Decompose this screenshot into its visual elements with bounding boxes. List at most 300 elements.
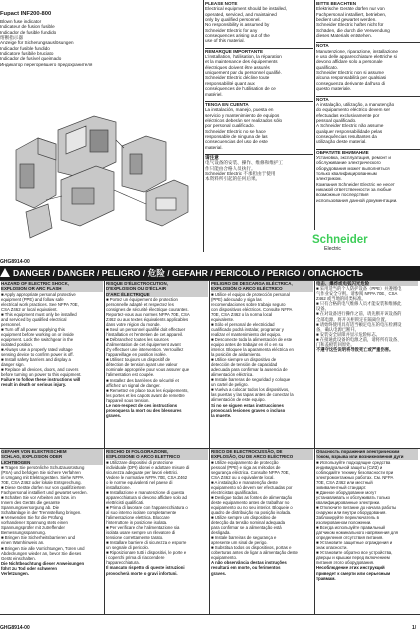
hazard-title-line: ESPLOSIONE O ARCO ELETTRICO	[106, 454, 181, 460]
hazard-body-line: ■ Установите защитные ограждения и	[316, 540, 393, 546]
hazard-body-line: equipo antes de trabajar en él o en su	[211, 341, 284, 347]
notice-line: Schneider Electric décline toute	[205, 75, 270, 81]
notice-line: utilização deste material.	[316, 139, 367, 145]
notice-line: Electrical equipment should be installed,	[205, 6, 287, 12]
hazard-body-line: ■ Turn off all power supplying this	[1, 326, 65, 332]
hazard-body-line: installazione.	[106, 484, 131, 490]
hazard-title-line: D'EXPLOSION OU D'ÉCLAIR	[106, 286, 167, 292]
hazard-body-line: con dispositivos eléctricos. Consulte NFPA	[211, 306, 293, 312]
hazard-body-line: ■ 只有合格的电气维修人员才能安装和维修此	[316, 301, 402, 307]
notice-line: pessoal qualificado.	[316, 117, 357, 123]
hazard-body-line: alimentación de este equipo.	[211, 397, 266, 403]
document-code-bottom: GHG8914-00	[0, 625, 30, 631]
hazard-body-line: Fachpersonal installiert und gewartet werden.	[1, 489, 88, 495]
hazard-body-line: las puertas y las tapas antes de conectar la	[211, 392, 294, 398]
notice-line: Schneider Electric non si assume	[316, 70, 384, 76]
hazard-body-line: квалифицированные электрики.	[316, 499, 381, 505]
notice-title: 请注意	[205, 154, 219, 160]
hazard-body-line: l'appareil sous tension.	[106, 397, 150, 403]
notice-line: por personal cualificado.	[205, 123, 255, 129]
hazard-footer-line: result in death or serious injury.	[1, 382, 67, 388]
notice-line: devono affidare solo a personale	[316, 59, 383, 65]
hazard-title	[316, 449, 418, 460]
hazard-footer-line: Несоблюдение этих инструкций	[316, 565, 385, 571]
notice-title: ОБРАТИТЕ ВНИМАНИЕ	[316, 149, 369, 155]
notice-block	[316, 96, 420, 149]
hazard-body-line: l'apparecchiatura.	[106, 560, 140, 566]
notice-line: questo materiale.	[316, 86, 352, 92]
logo-name: Schneider	[312, 234, 368, 246]
hazard-title-line: EXPLOSION OR ARC FLASH	[1, 286, 62, 292]
hazard-body-line: ■ Bringen Sie Sicherheitsbarrieren und	[1, 535, 76, 541]
hazard-body-line: equipment before working on or inside	[1, 331, 74, 337]
notice-line: conseguenza derivante dall'uso di	[316, 80, 386, 86]
hazard-body-line: Gerät einschalten.	[1, 555, 36, 561]
notice-line: A instalação, utilização, a manutenção	[316, 101, 395, 107]
hazard-body-line: para confirmar se a alimentação está	[211, 525, 282, 531]
warning-triangle-icon	[0, 268, 10, 277]
hazard-body-line: ■ This equipment must only be installed	[1, 311, 77, 317]
hazard-body-line: Spannungsprüfer mit zutreffender	[1, 525, 65, 531]
hazard-body-line: ■ Utilize sempre um dispositivo de	[211, 515, 277, 521]
hazard-body-line: equipment. Lock the switchgear in the	[1, 336, 74, 342]
hazard-title-line: RISCHIO DI FOLGORAZIONE,	[106, 449, 169, 454]
notice-block	[205, 154, 313, 186]
hazard-body-line: detecção da tensão nominal adequada	[211, 520, 286, 526]
hazard-body-line: in Umgang mit Elektrogeräten. Siehe NFPA	[1, 474, 84, 480]
hazard-body-line: ■ 在接通此设备的电源之前，请将所有设备、	[316, 336, 402, 342]
hazard-body-line: d'alimentation de cet équipement avant	[106, 342, 181, 348]
hazard-body-line: знак опасности.	[316, 545, 348, 551]
hazard-title-line: RISQUE D'ÉLECTROCUTION,	[106, 281, 168, 286]
hazard-body-line: ■ Utilice el equipo de protección personal	[211, 291, 290, 297]
hazard-body-line: ■ Используйте подходящие средства	[316, 459, 391, 465]
hazard-body-line: apresente um sinal de perigo.	[211, 540, 268, 546]
notice-line: dieses Materials entstehen.	[316, 33, 372, 39]
notice-line: 作只能由合格人员执行。	[205, 165, 256, 171]
notice-line: Elektrische Geräte dürfen nur von	[316, 6, 385, 12]
notice-line: do equipamento eléctrico devem ser	[316, 107, 391, 113]
hazard-body-line: ■ A instalação e manutenção deste	[211, 479, 278, 485]
notice-line: consequências resultantes da	[316, 133, 377, 139]
notice-line: обслуживание электрического	[316, 160, 381, 166]
hazard-footer-line: la muerte.	[211, 412, 232, 418]
notice-line: Manutenzione, riparazione, installazione	[316, 48, 398, 54]
hazard-footer-line: führt zu Tod oder schweren	[1, 565, 58, 571]
hazard-body-line: Abdeckungen wieder an, bevor Sie dieses	[1, 550, 82, 556]
hazard-body-line: ■ Installare barriere di sicurezza e esporre	[106, 540, 187, 546]
notice-line: Компания Schneider Electric не несет	[316, 181, 395, 187]
hazard-body-line: dans votre région du monde.	[106, 321, 161, 327]
hazard-body-line: 气作业安全守则。请参阅 NFPA 70E、CSA	[316, 291, 398, 297]
hazard-body-line: l'interruttore in posizione isolata.	[106, 520, 168, 526]
product-subtitle: Indicador fusible fundido	[0, 45, 50, 51]
notice-line: Schneider Electric 不承担由于使用	[205, 170, 276, 176]
notice-title: TENGA EN CUENTA	[205, 101, 249, 107]
notice-line: Установка, эксплуатация, ремонт и	[316, 154, 391, 160]
notice-line: Schneider Electric haftet nicht für	[316, 22, 384, 28]
hazard-title	[106, 281, 208, 297]
hazard-body-line: Innern des Geräts die gesamte	[1, 500, 60, 506]
hazard-body-line: ■ Данное оборудование могут	[316, 489, 377, 495]
notice-line: efectuadas exclusivamente por	[316, 112, 380, 118]
hazard-body-line: изолированном положении.	[316, 520, 372, 526]
product-subtitles	[0, 19, 148, 67]
notice-title: NOTA	[316, 96, 329, 102]
hazard-body-line: ■ Install safety barriers and display a	[1, 357, 71, 363]
notice-line: material.	[205, 144, 223, 150]
hazard-body-line: realizar el mantenimiento del equipo.	[211, 331, 282, 337]
hazard-body-line: before turning on power to this equipment.	[1, 372, 82, 378]
hazard-title-line: GEFAHR VON ELEKTRISCHEM	[1, 449, 67, 454]
hazard-body-line: Заблокируйте переключатель в	[316, 515, 379, 521]
hazard-body-line: ■ 采用适当的个人防护设备（PPE）并遵循电	[316, 286, 402, 292]
hazard-body-line: Z462 或当地的同类标准。	[316, 296, 366, 302]
hazard-body-line: ■ Bringen Sie alle Vorrichtungen, Türen und	[1, 545, 85, 551]
hazard-title-line: HAZARD OF ELECTRIC SHOCK,	[1, 281, 70, 286]
hazard-footer-line: graves.	[106, 412, 122, 418]
product-subtitle: Индикатор перегоревшего предохранителя	[0, 61, 93, 67]
hazard-body-line: ■ Diese Geräte dürfen nur von qualifiziertem	[1, 484, 86, 490]
hazard-body-line: ■ 请始终使用具有适当额定电压的电压检测设	[316, 321, 402, 327]
hazard-body-line: Spannungsversorgung ab. Die	[1, 505, 60, 511]
hazard-body-line: ■ Installazione e manutenzione di questa	[106, 489, 185, 495]
hazard-body-line: ■ Всегда используйте правильный	[316, 525, 385, 531]
notice-line: No responsibility is assumed by	[205, 22, 270, 28]
hazard-footer-line: provocará lesiones graves o incluso	[211, 407, 286, 413]
hazard-body-line: ■ Débranchez toutes les sources	[106, 337, 169, 343]
page-number: 1/	[412, 625, 417, 631]
notice-line: никакой ответственности за любые	[316, 187, 392, 192]
hazard-body-line: ■ Always use a properly rated voltage	[1, 347, 73, 353]
hazard-body-line: o le norme equivalenti nel paese di	[106, 479, 173, 485]
notice-line: use of this material.	[205, 38, 245, 44]
logo-sub: Electric	[324, 246, 342, 252]
hazard-body-line: equivalente.	[211, 316, 235, 322]
hazard-title-line: LICHTBOGEN	[1, 459, 31, 465]
notice-block	[205, 101, 313, 154]
hazard-body-line: l'appareillage en position isolée.	[106, 352, 167, 358]
hazard-title	[211, 449, 313, 460]
product-subtitle: Blown fuse indicator	[0, 19, 42, 24]
hazard-body-line: 70E, CSA Z462 или местный	[316, 479, 373, 485]
hazard-column	[211, 281, 313, 447]
hazard-footer-line: Le non-respect de ces instructions	[106, 402, 178, 408]
hazard-body-line: un segnale di pericolo.	[106, 545, 149, 551]
hazard-footer-line: Il mancato rispetto di queste istruzioni	[106, 565, 185, 571]
hazard-title-line: D'ARC ÉLECTRIQUE	[106, 291, 150, 297]
hazard-body-line: danger sign.	[1, 362, 25, 368]
product-name: Fupact INF200-800	[0, 11, 52, 17]
hazard-body-line: соблюдайте технику безопасности при	[316, 469, 394, 475]
hazard-footer-line: provocherà morte o gravi infortuni.	[106, 570, 178, 576]
notice-line: only by qualified personnel.	[205, 17, 261, 23]
hazard-body-line: (PPE) adecuado y siga las	[211, 296, 262, 302]
hazard-title-line: PELIGRO DE DESCARGA ELÉCTRICA,	[211, 281, 293, 286]
hazard-footer-line: Failure to follow these instructions will	[1, 377, 81, 383]
notices-column-right	[316, 0, 420, 232]
hazard-body-line: personnelle adapté et respectez les	[106, 301, 174, 307]
notice-line: Schneider Electric for any	[205, 27, 258, 33]
hazard-body-line: interior. Bloquee la aparamenta eléctrica en	[211, 347, 294, 353]
notice-line: conséquences de l'utilisation de ce	[205, 86, 276, 92]
notice-line: L'installation, l'utilisation, la réparation	[205, 54, 282, 60]
hazard-body-line: ■ Tragen Sie persönliche Schutzausrüstung	[1, 464, 85, 470]
hazard-body-line: sicurezza adeguate per lavori elettrici.	[106, 469, 179, 475]
notice-line: использования данной документации.	[316, 197, 398, 203]
danger-banner-text: DANGER / DANGER / PELIGRO / 危险 / GEFAHR / PERICOLO / PERIGO / ОПАСНОСТЬ	[13, 268, 363, 278]
hazard-column	[106, 449, 208, 613]
notice-line: consequences arising out of the	[205, 33, 270, 39]
hazard-body-line: ■ Installez des barrières de sécurité et	[106, 377, 179, 383]
hazard-body-line: ■ Utilizzare dispositivi di protezione	[106, 459, 174, 465]
hazard-body-line: detección de tensión de capacidad	[211, 362, 278, 368]
hazard-body-line: quadro de distribuição na posição isolada.	[211, 509, 292, 515]
hazard-body-line: segurança eléctrica. Consulte NFPA 70E,	[211, 469, 290, 475]
hazard-body-line: sensing device to confirm power is off.	[1, 352, 74, 358]
hazard-body-line: ■ Prima di lavorare con l'apparecchiatura o	[106, 504, 188, 510]
hazard-footer-line: травмам.	[316, 575, 336, 581]
notice-title: PLEASE NOTE	[205, 1, 238, 6]
hazard-body-line: personnel.	[1, 321, 22, 327]
hazard-body-line: equipamento ou no seu interior. Bloqueie o	[211, 504, 293, 510]
notice-line: A Schneider Electric não assume	[316, 123, 384, 129]
hazard-body-line: equipamento.	[211, 555, 238, 561]
hazard-body-line: elettricisti qualificati.	[106, 499, 145, 505]
hazard-body-line: датчиком номинального напряжения для	[316, 530, 398, 536]
product-subtitle: Indicateur de fusion fusible	[0, 24, 55, 30]
hazard-body-line: nominale appropriée pour vous assurer que	[106, 367, 190, 373]
hazard-body-line: desligada.	[211, 530, 231, 536]
notice-line: alcuna responsabilità per qualsiasi	[316, 75, 387, 81]
danger-banner	[0, 266, 420, 280]
hazard-body-line: l'alimentation est coupée.	[106, 372, 155, 378]
hazard-body-line: (PSA) und befolgen Sie sichere Verfahren	[1, 469, 81, 475]
hazard-body-line: ■ Utilice siempre un dispositivo de	[211, 357, 277, 363]
notice-line: Schneider Electric no se hace	[205, 128, 266, 134]
hazard-body-line: les portes et les capots avant de remettre	[106, 392, 185, 398]
notice-line: qualquer responsabilidade pelas	[316, 128, 383, 134]
hazard-body-line: ■ Utilize equipamento de protecção	[211, 459, 279, 465]
hazard-body-line: электромонтажных работах. См. NFPA	[316, 474, 394, 480]
hazard-body-line: l'installation et l'entretien de cet appareil.	[106, 332, 184, 338]
hazard-body-line: electricistas qualificados.	[211, 489, 259, 495]
notice-line: Fachpersonal installiert, betrieben,	[316, 11, 387, 17]
hazard-body-line: ■ Riposizionare tutti i dispositivi, le porte e	[106, 550, 187, 556]
hazard-body-line: ■ Schalten Sie vor Arbeiten am bzw. im	[1, 495, 76, 501]
notice-line: bedient und gewartet werden.	[316, 17, 377, 23]
hazard-footer-line: provoquera la mort ou des blessures	[106, 407, 182, 413]
hazard-body-line: ■ Vuelva a colocar todos los dispositivos,	[211, 387, 290, 393]
hazard-footer-line: resultará em morte, ou ferimentos	[211, 565, 281, 571]
hazard-title	[1, 449, 103, 465]
hazard-title-line: 电击、爆炸或电弧闪光危险	[316, 281, 370, 286]
notice-line: e uso delle apparecchiature elettriche si	[316, 54, 397, 60]
hazard-body-line: эквивалентный стандарт.	[316, 484, 367, 490]
hazard-body-line: einen Warnhinweis an.	[1, 540, 45, 546]
hazard-body-line: ■ Replace all devices, doors, and covers	[1, 367, 79, 373]
hazard-body-line: détection de tension ayant une valeur	[106, 362, 178, 368]
hazard-body-line: equipamento só devem ser efectuadas por	[211, 484, 293, 490]
hazard-body-line: CSA Z462 ou o equivalente local.	[211, 474, 275, 480]
hazard-body-line: isolated position.	[1, 341, 34, 347]
hazard-body-line: and serviced by qualified electrical	[1, 316, 67, 322]
document-code-top: GHG8914-00	[0, 259, 30, 265]
hazard-body-line: дверцы и крышки перед включением	[316, 555, 390, 561]
hazard-body-line: ■ 在对设备进行操作之前，请先断开该设备的	[316, 311, 402, 317]
product-subtitle: Anzeige für Sicherungsauslösungen	[0, 40, 74, 46]
hazard-body-line: vorhandener Spannung stets einen	[1, 520, 68, 526]
hazard-body-line: equipment (PPE) and follow safe	[1, 296, 64, 302]
notice-block	[316, 149, 420, 207]
hazard-title-line: EXPLOSIÓN O ARCO ELÉCTRICO	[211, 286, 283, 292]
hazard-body-line: ■ Per verificare che l'alimentazione sia	[106, 525, 180, 531]
hazard-body-line: l'alimentazione elettrica. Bloccare	[106, 515, 170, 521]
hazard-body-line: ■ Verwenden Sie für die Prüfung	[1, 515, 64, 521]
hazard-body-line: affichez un signal de danger.	[106, 382, 161, 388]
notices-column-left	[205, 0, 313, 252]
hazard-title	[106, 449, 208, 460]
hazard-body-line: ■ Seul un personnel qualifié doit effectuer	[106, 327, 186, 333]
notice-title: REMARQUE IMPORTANTE	[205, 48, 264, 54]
notice-title: BITTE BEACHTEN	[316, 1, 357, 6]
document-header	[0, 10, 148, 110]
notice-line: 电气设备的安装、操作、维修和维护工	[205, 160, 284, 166]
hazard-body-line: ■ Отключите питание до начала работы	[316, 504, 397, 510]
hazard-body-line: ■ 安装安全屏障并显示危险标志。	[316, 331, 380, 337]
hazard-title-line: током, взрыва или возникновения дуги	[316, 454, 404, 460]
hazard-body-line: al suo interno isolare completamente	[106, 509, 177, 515]
hazard-body-line: питания этого оборудования.	[316, 560, 375, 566]
hazard-body-line: ■ Desligue todas as fontes de alimentação	[211, 494, 293, 500]
product-subtitle: Indicador de fusível queimado	[0, 56, 62, 62]
hazard-body-line: Bemessungsspannung.	[1, 530, 46, 536]
hazard-body-line: ■ Remettez en place tous les équipements,	[106, 387, 189, 393]
hazard-body-line: ■ Utilisez toujours un dispositif de	[106, 357, 170, 363]
hazard-body-line: un cartel de peligro.	[211, 382, 249, 388]
hazard-title	[211, 281, 313, 292]
hazard-body-line: individuale (DPI) idonei e adottare misure di	[106, 464, 190, 470]
hazard-body-line: ■ Установите обратно все устройства,	[316, 550, 393, 556]
notice-block	[205, 48, 313, 101]
hazard-body-line: deste equipamento antes de trabalhar no	[211, 499, 290, 505]
hazard-body-line: 全部电源。将开关柜锁定在隔离位置。	[316, 316, 390, 322]
notice-line: возможные последствия	[316, 192, 369, 198]
hazard-body-line: tensione correttamente tarato.	[106, 535, 164, 541]
hazard-body-line: ■ Desconecte toda la alimentación de este	[211, 336, 293, 342]
fuse-indicator-illustration	[6, 100, 196, 245]
notice-line: consecuencias del uso de este	[205, 139, 268, 145]
notice-line: La instalación, manejo, puesta en	[205, 107, 274, 113]
hazard-body-line: 门和盖板装回原处。	[316, 341, 355, 347]
hazard-body-line: ■ Apply appropriate personal protective	[1, 291, 76, 297]
hazard-body-line: CSA Z462 or local equivalent.	[1, 306, 58, 312]
hazard-column	[316, 449, 418, 613]
hazard-body-line: d'y effectuer une intervention. Verrouillez	[106, 347, 184, 353]
hazard-column	[1, 449, 103, 613]
hazard-body-line: coberturas antes de ligar a alimentação deste	[211, 550, 298, 556]
hazard-column	[211, 449, 313, 613]
product-subtitle: Indicatore fusibile bruciato	[0, 51, 54, 57]
hazard-body-line: ■ Instale barreras de seguridad y coloque	[211, 377, 291, 383]
notice-line: responsabilité quant aux	[205, 80, 255, 86]
hazard-footer-line: Die Nichtbeachtung dieser Anweisungen	[1, 560, 85, 566]
hazard-title-line: Опасность поражения электрическим	[316, 449, 400, 454]
hazard-body-line: 70E, CSA Z462 oder lokale Entsprechung.	[1, 479, 82, 485]
hazard-footer-line: 不遵守这些说明将导致死亡或严重伤害。	[316, 346, 394, 352]
product-illustration	[6, 100, 196, 245]
hazard-body-line: isolata usare sempre un rilevatore di	[106, 530, 176, 536]
hazard-body-line: снаружи или внутри оборудования.	[316, 509, 387, 515]
hazard-title	[1, 281, 103, 292]
hazard-body-line: pessoal (PPE) e siga as métodos de	[211, 464, 281, 470]
notice-line: Schäden, die durch die Verwendung	[316, 27, 390, 33]
hazard-column	[316, 281, 418, 447]
hazard-body-line: electrical work practices. See NFPA 70E,	[1, 301, 79, 307]
product-subtitle: 熔断指示器	[0, 35, 23, 41]
hazard-body-line: cualificado podrá instalar, programar y	[211, 326, 284, 332]
hazard-body-line: индивидуальной защиты (СИЗ) и	[316, 464, 383, 470]
schneider-electric-logo	[312, 234, 392, 254]
notice-line: только квалифицированным	[316, 170, 377, 176]
hazard-footer-line: graves.	[211, 570, 227, 576]
hazard-body-line: la posición de aislamiento.	[211, 352, 262, 358]
notice-line: servicio y mantenimiento de equipos	[205, 112, 280, 118]
notice-line: uniquement par du personnel qualifié.	[205, 70, 282, 76]
hazard-body-line: Vedere le normative NFPA 70E, CSA Z462	[106, 474, 188, 480]
notice-line: operated, serviced, and maintained	[205, 11, 277, 17]
hazard-title-line: SCHLAG, EXPLOSION ODER	[1, 454, 63, 460]
hazard-body-line: 备，确认电源已断开。	[316, 326, 359, 332]
hazard-body-line: ■ Instale barreiras de segurança e	[211, 535, 277, 541]
hazard-body-line: Reportez-vous aux normes NFPA 70E, CSA	[106, 311, 190, 317]
notice-line: 本资料所引起的任何后果。	[205, 176, 261, 182]
hazard-body-line: определения отсутствия питания.	[316, 535, 384, 541]
notice-line: электриком.	[316, 176, 342, 182]
notice-line: et la maintenance des équipements	[205, 59, 278, 65]
notice-block	[205, 0, 313, 48]
hazard-body-line: apparecchiatura si devono affidare solo ad	[106, 494, 187, 500]
hazard-body-line: устанавливать и обслуживать только	[316, 494, 391, 500]
hazard-body-line: ■ Substitua todos os dispositivos, portas e	[211, 545, 292, 551]
hazard-footer-line: Si no se siguen estas instrucciones	[211, 402, 284, 408]
notice-title: NOTA	[316, 43, 329, 49]
hazard-footer-line: приведет к смерти или серьезным	[316, 570, 391, 576]
notice-line: qualificato.	[316, 64, 338, 70]
hazard-body-line: i coperchi prima di riaccendere	[106, 555, 165, 561]
notice-block	[316, 42, 420, 95]
hazard-title-line: EXPLOSÃO, OU DE ARCO ELÉCTRICO	[211, 454, 294, 460]
notice-line: responsable de ninguna de las	[205, 133, 268, 139]
hazard-column	[1, 281, 103, 447]
notice-block	[316, 0, 420, 42]
hazard-footer-line: A não observância destas instruções	[211, 560, 287, 566]
hazard-body-line: consignes de sécurité électrique courantes.	[106, 306, 189, 312]
hazard-title-line: RISCO DE ELECTROCUSSÃO, DE	[211, 449, 283, 454]
hazard-body-line: ■ Portez un équipement de protection	[106, 296, 178, 302]
notice-line: eléctricos deberán ser realizados sólo	[205, 117, 283, 123]
notice-line: matériel.	[205, 91, 223, 97]
hazard-body-line: ■ Sólo el personal de electricidad	[211, 321, 275, 327]
hazard-body-line: recomendaciones sobre trabajo seguro	[211, 301, 286, 307]
hazard-body-line: 设备。	[316, 306, 329, 312]
hazard-body-line: adecuada para confirmar la ausencia de	[211, 367, 288, 373]
hazard-body-line: Schaltanlage in der Trennstellung bringen.	[1, 510, 82, 516]
hazard-footer-line: Verletzungen.	[1, 570, 29, 576]
hazard-column	[106, 281, 208, 447]
hazard-body-line: alimentación eléctrica.	[211, 372, 254, 378]
notice-line: оборудования может выполняться	[316, 165, 390, 171]
